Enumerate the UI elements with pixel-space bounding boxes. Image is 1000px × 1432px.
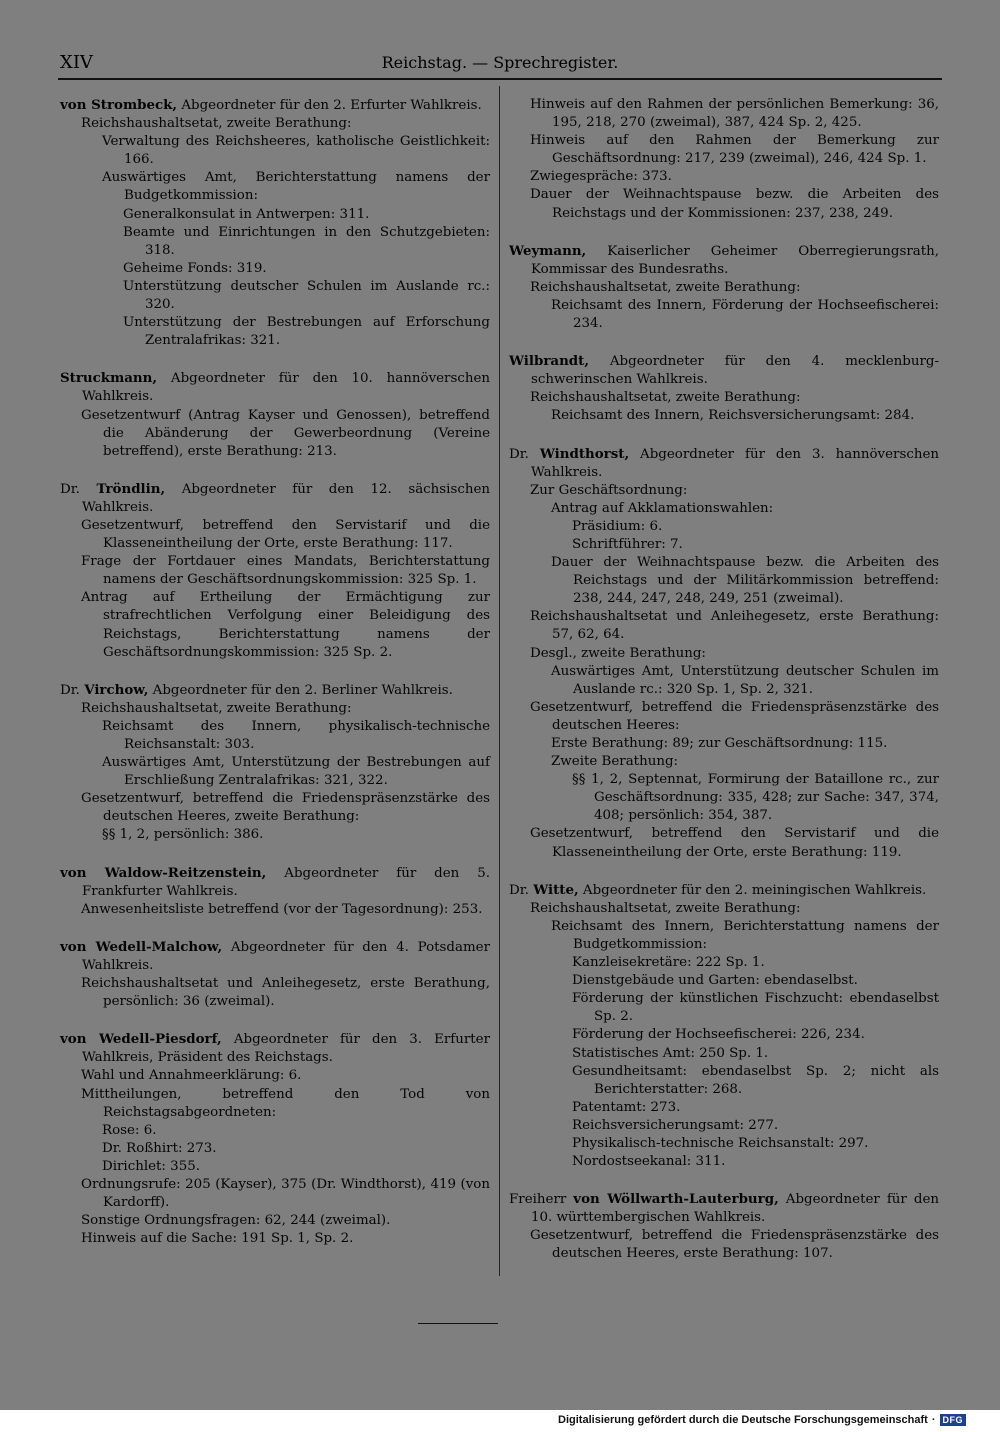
register-entry [509, 1190, 939, 1263]
entry-line: Verwaltung des Reichsheeres, katholische Geistlichkeit: 166. [102, 134, 490, 168]
speaker-description: Kaiserlicher Geheimer Oberregierungsrath, Kommissar des Bundesraths. [531, 243, 939, 277]
register-entry [60, 369, 490, 460]
entry-line: Dauer der Weihnachtspause bezw. die Arbeiten des Reichstags und der Militärkommission betreffend: 238, 244, 247, 248, 249, 251 (zweimal). [551, 555, 939, 607]
entry-heading [509, 352, 939, 389]
speaker-name: Witte, [533, 881, 579, 898]
speaker-name: von Wöllwarth-Lauterburg, [573, 1191, 779, 1208]
entry-line: Kanzleisekretäre: 222 Sp. 1. [572, 955, 765, 971]
speaker-name: von Waldow-Reitzenstein, [60, 864, 267, 881]
entry-heading [60, 480, 490, 517]
entry-line: Dr. Roßhirt: 273. [102, 1140, 217, 1156]
speaker-description: Abgeordneter für den 5. Frankfurter Wahlkreis. [82, 865, 490, 899]
speaker-description: Abgeordneter für den 10. württembergischen Wahlkreis. [531, 1192, 939, 1226]
entry-title-prefix: Dr. [60, 481, 97, 497]
entry-line: Reichshaushaltsetat, zweite Berathung: [530, 279, 801, 295]
entry-line: Zwiegespräche: 373. [530, 169, 672, 185]
entry-line: §§ 1, 2, persönlich: 386. [102, 827, 264, 843]
entry-line: Statistisches Amt: 250 Sp. 1. [572, 1045, 769, 1061]
speaker-description: Abgeordneter für den 2. Berliner Wahlkreis. [148, 682, 453, 698]
entry-line: Förderung der Hochseefischerei: 226, 234. [572, 1027, 865, 1043]
entry-line: Nordostseekanal: 311. [572, 1154, 726, 1170]
entry-line: Reichshaushaltsetat und Anleihegesetz, erste Berathung: 57, 62, 64. [530, 609, 939, 643]
entry-line: Reichshaushaltsetat, zweite Berathung: [530, 900, 801, 916]
speaker-description: Abgeordneter für den 2. Erfurter Wahlkreis. [177, 98, 482, 113]
entry-line: Beamte und Einrichtungen in den Schutzgebieten: 318. [123, 224, 490, 258]
entry-line: Reichsamt des Innern, physikalisch-technische Reichsanstalt: 303. [102, 718, 490, 752]
entry-line: Antrag auf Akklamationswahlen: [551, 500, 774, 516]
register-entry [60, 681, 490, 845]
speaker-description: Abgeordneter für den 3. hannöverschen Wahlkreis. [531, 446, 939, 480]
entry-heading [60, 1030, 490, 1067]
dfg-logo: DFG [940, 1414, 967, 1426]
column-divider [499, 86, 500, 1276]
entry-line: Hinweis auf den Rahmen der Bemerkung zur Geschäftsordnung: 217, 239 (zweimal), 246, 424 Sp. 1. [530, 133, 939, 167]
entry-line: Hinweis auf die Sache: 191 Sp. 1, Sp. 2. [81, 1231, 354, 1247]
speaker-description: Abgeordneter für den 4. Potsdamer Wahlkreis. [82, 939, 490, 973]
speaker-name: von Wedell-Piesdorf, [60, 1031, 222, 1048]
entry-line: Physikalisch-technische Reichsanstalt: 297. [572, 1135, 869, 1151]
speaker-name: Windthorst, [539, 445, 630, 462]
entry-heading [60, 681, 490, 700]
entry-line: Generalkonsulat in Antwerpen: 311. [123, 206, 370, 222]
footer-separator: · [931, 1414, 936, 1426]
page-number: XIV [60, 52, 93, 73]
entry-line: Anwesenheitsliste betreffend (vor der Tagesordnung): 253. [81, 901, 483, 917]
speaker-description: Abgeordneter für den 12. sächsischen Wahlkreis. [82, 481, 490, 515]
entry-line: Patentamt: 273. [572, 1099, 681, 1115]
entry-line: Dienstgebäude und Garten: ebendaselbst. [572, 973, 858, 989]
speaker-name: Wilbrandt, [509, 353, 590, 370]
entry-line: Mittheilungen, betreffend den Tod von Reichstagsabgeordneten: [81, 1086, 490, 1120]
footer-text: Digitalisierung gefördert durch die Deutsche Forschungsgemeinschaft [558, 1414, 928, 1426]
footer-credit [558, 1414, 966, 1426]
entry-line: Dirichlet: 355. [102, 1158, 200, 1174]
entry-line: Reichsamt des Innern, Berichterstattung namens der Budgetkommission: [551, 918, 939, 952]
entry-heading [509, 445, 939, 482]
entry-line: Reichshaushaltsetat, zweite Berathung: [81, 700, 352, 716]
entry-line: Gesetzentwurf, betreffend den Servistarif und die Klasseneintheilung der Orte, erste Berathung: 119. [530, 826, 939, 860]
entry-line: Geheime Fonds: 319. [123, 260, 267, 276]
entry-line: Ordnungsrufe: 205 (Kayser), 375 (Dr. Windthorst), 419 (von Kardorff). [81, 1176, 490, 1211]
speaker-name: Virchow, [84, 681, 149, 698]
speaker-name: von Strombeck, [60, 97, 178, 113]
speaker-name: von Wedell-Malchow, [60, 938, 223, 955]
register-entry [60, 1030, 490, 1248]
entry-line: Gesetzentwurf, betreffend die Friedenspräsenzstärke des deutschen Heeres, erste Berathung: 107. [530, 1228, 939, 1262]
entry-line: Desgl., zweite Berathung: [530, 645, 706, 661]
entry-line: Gesundheitsamt: ebendaselbst Sp. 2; nicht als Berichterstatter: 268. [572, 1063, 939, 1097]
entry-line: Auswärtiges Amt, Berichterstattung namens der Budgetkommission: [102, 170, 490, 204]
entry-line: Schriftführer: 7. [572, 536, 683, 552]
register-entry [60, 480, 490, 662]
entry-line: Reichsamt des Innern, Förderung der Hochseefischerei: 234. [551, 297, 939, 332]
entry-line: Gesetzentwurf, betreffend die Friedenspräsenzstärke des deutschen Heeres: [530, 699, 939, 733]
entry-line: Reichsamt des Innern, Reichsversicherungsamt: 284. [551, 408, 915, 424]
header-rule [58, 78, 942, 80]
entry-line: Auswärtiges Amt, Unterstützung der Bestrebungen auf Erschließung Zentralafrikas: 321, 322. [102, 755, 490, 789]
page-header [58, 50, 942, 78]
speaker-name: Struckmann, [60, 370, 158, 387]
entry-line: Reichshaushaltsetat, zweite Berathung: [81, 116, 352, 132]
register-entry [60, 864, 490, 919]
register-entry [509, 445, 939, 862]
speaker-description: Abgeordneter für den 4. mecklenburg-schwerinschen Wahlkreis. [531, 354, 939, 388]
entry-line: Rose: 6. [102, 1122, 157, 1138]
entry-heading [60, 96, 490, 115]
entry-line: Hinweis auf den Rahmen der persönlichen Bemerkung: 36, 195, 218, 270 (zweimal), 387, 424 Sp. 2, 425. [530, 97, 939, 131]
entry-title-prefix: Dr. [60, 682, 85, 698]
entry-title-prefix: Dr. [509, 446, 540, 462]
register-entry [60, 96, 490, 350]
entry-line: Gesetzentwurf (Antrag Kayser und Genossen), betreffend die Abänderung der Gewerbeordnung (Vereine betreffend), erste Berathung: 213. [81, 407, 490, 459]
speaker-name: Weymann, [509, 242, 587, 259]
register-entry [509, 242, 939, 333]
entry-line: Zweite Berathung: [551, 754, 679, 770]
entry-heading [60, 369, 490, 406]
entry-line: Auswärtiges Amt, Unterstützung deutscher Schulen im Auslande rc.: 320 Sp. 1, Sp. 2, 321. [551, 663, 939, 697]
entry-heading [60, 864, 490, 901]
register-entry [509, 881, 939, 1172]
entry-line: Unterstützung deutscher Schulen im Auslande rc.: 320. [123, 278, 490, 313]
entry-title-prefix: Freiherr [509, 1192, 574, 1208]
entry-line: §§ 1, 2, Septennat, Formirung der Bataillone rc., zur Geschäftsordnung: 335, 428; zur Sache: 347, 374, 408; persönlich: 354, 387. [572, 772, 939, 824]
page-title: Reichstag. — Sprechregister. [381, 53, 619, 72]
entry-line: Zur Geschäftsordnung: [530, 482, 688, 498]
entry-line: Dauer der Weihnachtspause bezw. die Arbeiten des Reichstags und der Kommissionen: 237, 238, 249. [530, 187, 939, 221]
entry-line: Gesetzentwurf, betreffend die Friedenspräsenzstärke des deutschen Heeres, zweite Berathung: [81, 791, 490, 825]
entry-heading [509, 242, 939, 279]
entry-line: Förderung der künstlichen Fischzucht: ebendaselbst Sp. 2. [572, 991, 939, 1025]
speaker-name: Tröndlin, [96, 480, 166, 497]
entry-line: Frage der Fortdauer eines Mandats, Berichterstattung namens der Geschäftsordnungskommission: 325 Sp. 1. [81, 554, 490, 588]
speaker-description: Abgeordneter für den 3. Erfurter Wahlkreis, Präsident des Reichstags. [82, 1032, 490, 1066]
entry-heading [60, 938, 490, 975]
register-entry [509, 352, 939, 425]
entry-line: Reichshaushaltsetat und Anleihegesetz, erste Berathung, persönlich: 36 (zweimal). [81, 976, 490, 1010]
entry-line: Sonstige Ordnungsfragen: 62, 244 (zweimal). [81, 1213, 391, 1229]
entry-line: Wahl und Annahmeerklärung: 6. [81, 1068, 302, 1084]
entry-title-prefix: Dr. [509, 882, 534, 898]
register-entry [60, 938, 490, 1011]
speaker-description: Abgeordneter für den 2. meiningischen Wahlkreis. [578, 882, 927, 898]
entry-line: Reichsversicherungsamt: 277. [572, 1117, 779, 1133]
entry-heading [509, 1190, 939, 1227]
entry-line: Antrag auf Ertheilung der Ermächtigung zur strafrechtlichen Verfolgung einer Beleidigung des Reichstags, Berichterstattung namens der Geschäftsordnungskommission: 325 Sp. 2. [81, 590, 490, 660]
entry-line: Erste Berathung: 89; zur Geschäftsordnung: 115. [551, 736, 888, 751]
register-entry [509, 96, 939, 223]
entry-line: Unterstützung der Bestrebungen auf Erforschung Zentralafrikas: 321. [123, 315, 490, 349]
column-right [509, 96, 939, 1283]
end-rule [418, 1323, 498, 1324]
column-left [60, 96, 490, 1267]
entry-line: Gesetzentwurf, betreffend den Servistarif und die Klasseneintheilung der Orte, erste Berathung: 117. [81, 517, 490, 552]
entry-line: Reichshaushaltsetat, zweite Berathung: [530, 390, 801, 406]
entry-heading [509, 881, 939, 900]
speaker-description: Abgeordneter für den 10. hannöverschen Wahlkreis. [82, 371, 490, 405]
entry-line: Präsidium: 6. [572, 518, 663, 534]
